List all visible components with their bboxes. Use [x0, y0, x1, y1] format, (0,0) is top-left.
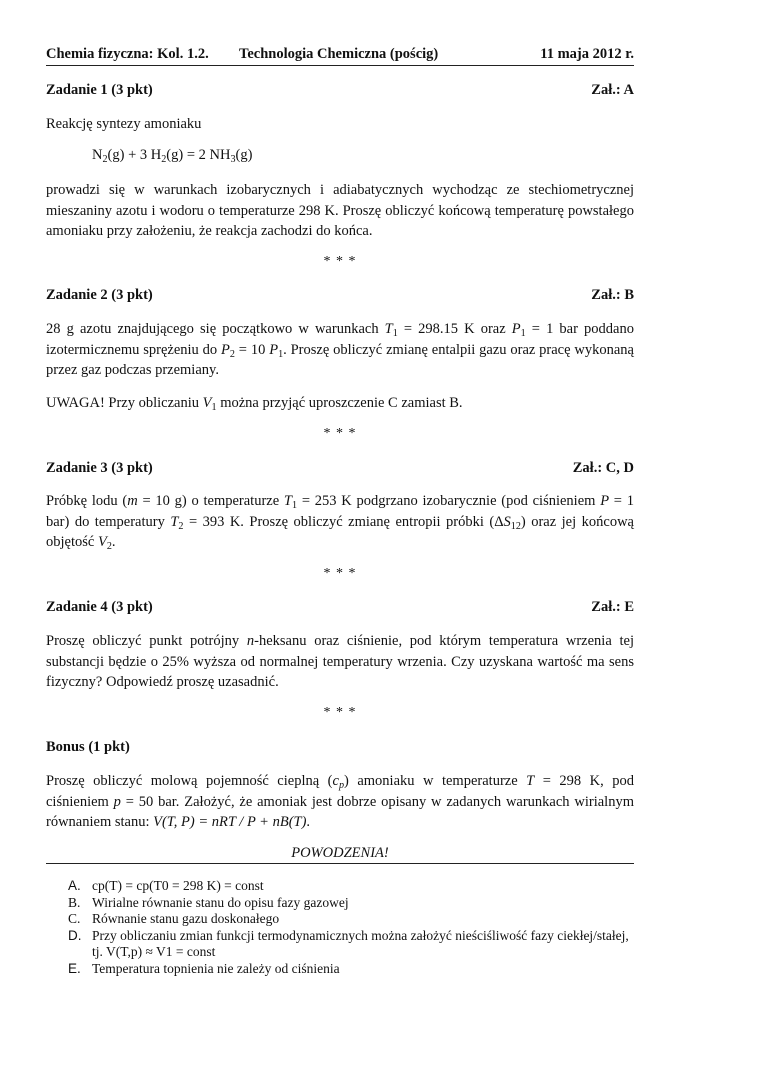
bonus-header — [46, 739, 634, 759]
course-title: Chemia fizyczna: Kol. 1.2. — [46, 46, 209, 62]
task-1-title: Zadanie 1 (3 pkt) — [46, 82, 153, 98]
assumption-label: D. — [68, 927, 82, 943]
task-2-note: UWAGA! Przy obliczaniu $V_1$ można przyjąć uproszczenie C zamiast B. — [46, 395, 463, 413]
assumption-label: C. — [68, 911, 81, 926]
task-2-body: 28 g azotu znajdującego się początkowo w warunkach $T_1 = 298.15$ K oraz $P_1 = 1$ bar poddano izotermicznemu sprężeniu do $P_2 = 10$ $P_1$. Proszę obliczyć zmianę entalpii gazu oraz pracę wykonaną przez gaz podczas przemiany. — [46, 321, 634, 378]
assumption-b — [68, 895, 634, 912]
assumption-label: A. — [68, 878, 81, 893]
separator-4: * * * — [323, 705, 357, 720]
assumption-label: E. — [68, 960, 81, 976]
assumption-a — [68, 878, 634, 895]
assumption-text: Temperatura topnienia nie zależy od ciśnienia — [92, 960, 340, 976]
exam-date: 11 maja 2012 r. — [540, 46, 634, 62]
assumption-d — [68, 928, 634, 961]
page-header — [46, 45, 634, 66]
task-3-header — [46, 460, 634, 480]
assumption-text: Przy obliczaniu zmian funkcji termodynamicznych można założyć nieściśliwość fazy ciekłej/stałej, tj. V(T,p) ≈ V1 = const — [92, 927, 629, 959]
bonus-title: Bonus (1 pkt) — [46, 739, 130, 755]
task-1-intro: Reakcję syntezy amoniaku — [46, 116, 202, 132]
task-1-header — [46, 82, 634, 102]
task-4-body: Proszę obliczyć punkt potrójny n-heksanu oraz ciśnienie, pod którym temperatura wrzenia tej substancji będzie o 25% wyższa od normalnej temperatury wrzenia. Czy uzyskana wartość ma sens fizyczny? Odpowiedź proszę uzasadnić. — [46, 633, 634, 690]
task-4-header — [46, 599, 634, 619]
assumption-label: B. — [68, 894, 81, 910]
task-2-attachment: Zał.: B — [591, 287, 634, 303]
assumption-c — [68, 911, 634, 928]
task-2-title: Zadanie 2 (3 pkt) — [46, 287, 153, 303]
task-4-attachment: Zał.: E — [591, 599, 634, 615]
bonus-body: Proszę obliczyć molową pojemność cieplną $(c_p)$ amoniaku w temperaturze T = 298 K, pod ciśnieniem p = 50 bar. Założyć, że amoniak jest dobrze opisany w zadanych warunkach wirialnym równaniem stanu: V(T, P) = nRT / P + nB(T). — [46, 773, 634, 830]
task-2-header — [46, 287, 634, 307]
task-1-body: prowadzi się w warunkach izobarycznych i adiabatycznych wychodząc ze stechiometrycznej mieszaniny azotu i wodoru o temperaturze 298 K. Proszę obliczyć końcową temperaturę powstałego amoniaku przy założeniu, że reakcja zachodzi do końca. — [46, 182, 634, 239]
task-4-title: Zadanie 4 (3 pkt) — [46, 599, 153, 615]
assumption-text: Wirialne równanie stanu do opisu fazy gazowej — [92, 894, 349, 910]
separator-3: * * * — [323, 566, 357, 581]
task-1-equation: $N_2(g) + 3$ $H_2(g) = 2$ $NH_3(g)$ — [92, 147, 253, 165]
assumption-text: Równanie stanu gazu doskonałego — [92, 911, 280, 926]
good-luck-footer: POWODZENIA! — [46, 845, 634, 864]
assumption-text: cp(T) = cp(T0 = 298 K) = const — [92, 878, 264, 893]
assumption-e — [68, 961, 634, 978]
task-1-attachment: Zał.: A — [591, 82, 634, 98]
assumptions-list — [68, 878, 634, 977]
task-3-attachment: Zał.: C, D — [572, 460, 634, 476]
separator-2: * * * — [323, 426, 357, 441]
task-3-title: Zadanie 3 (3 pkt) — [46, 460, 153, 476]
program-title: Technologia Chemiczna (pościg) — [239, 46, 439, 62]
task-3-body: Próbkę lodu (m = 10 g) o temperaturze $T_1 = 253$ K podgrzano izobarycznie (pod ciśnieniem P = 1 bar) do temperatury $T_2 = 393$ K. Proszę obliczyć zmianę entropii próbki $(\Delta S_{12})$ oraz jej końcową objętość $V_2$. — [46, 493, 634, 552]
separator-1: * * * — [323, 254, 357, 269]
